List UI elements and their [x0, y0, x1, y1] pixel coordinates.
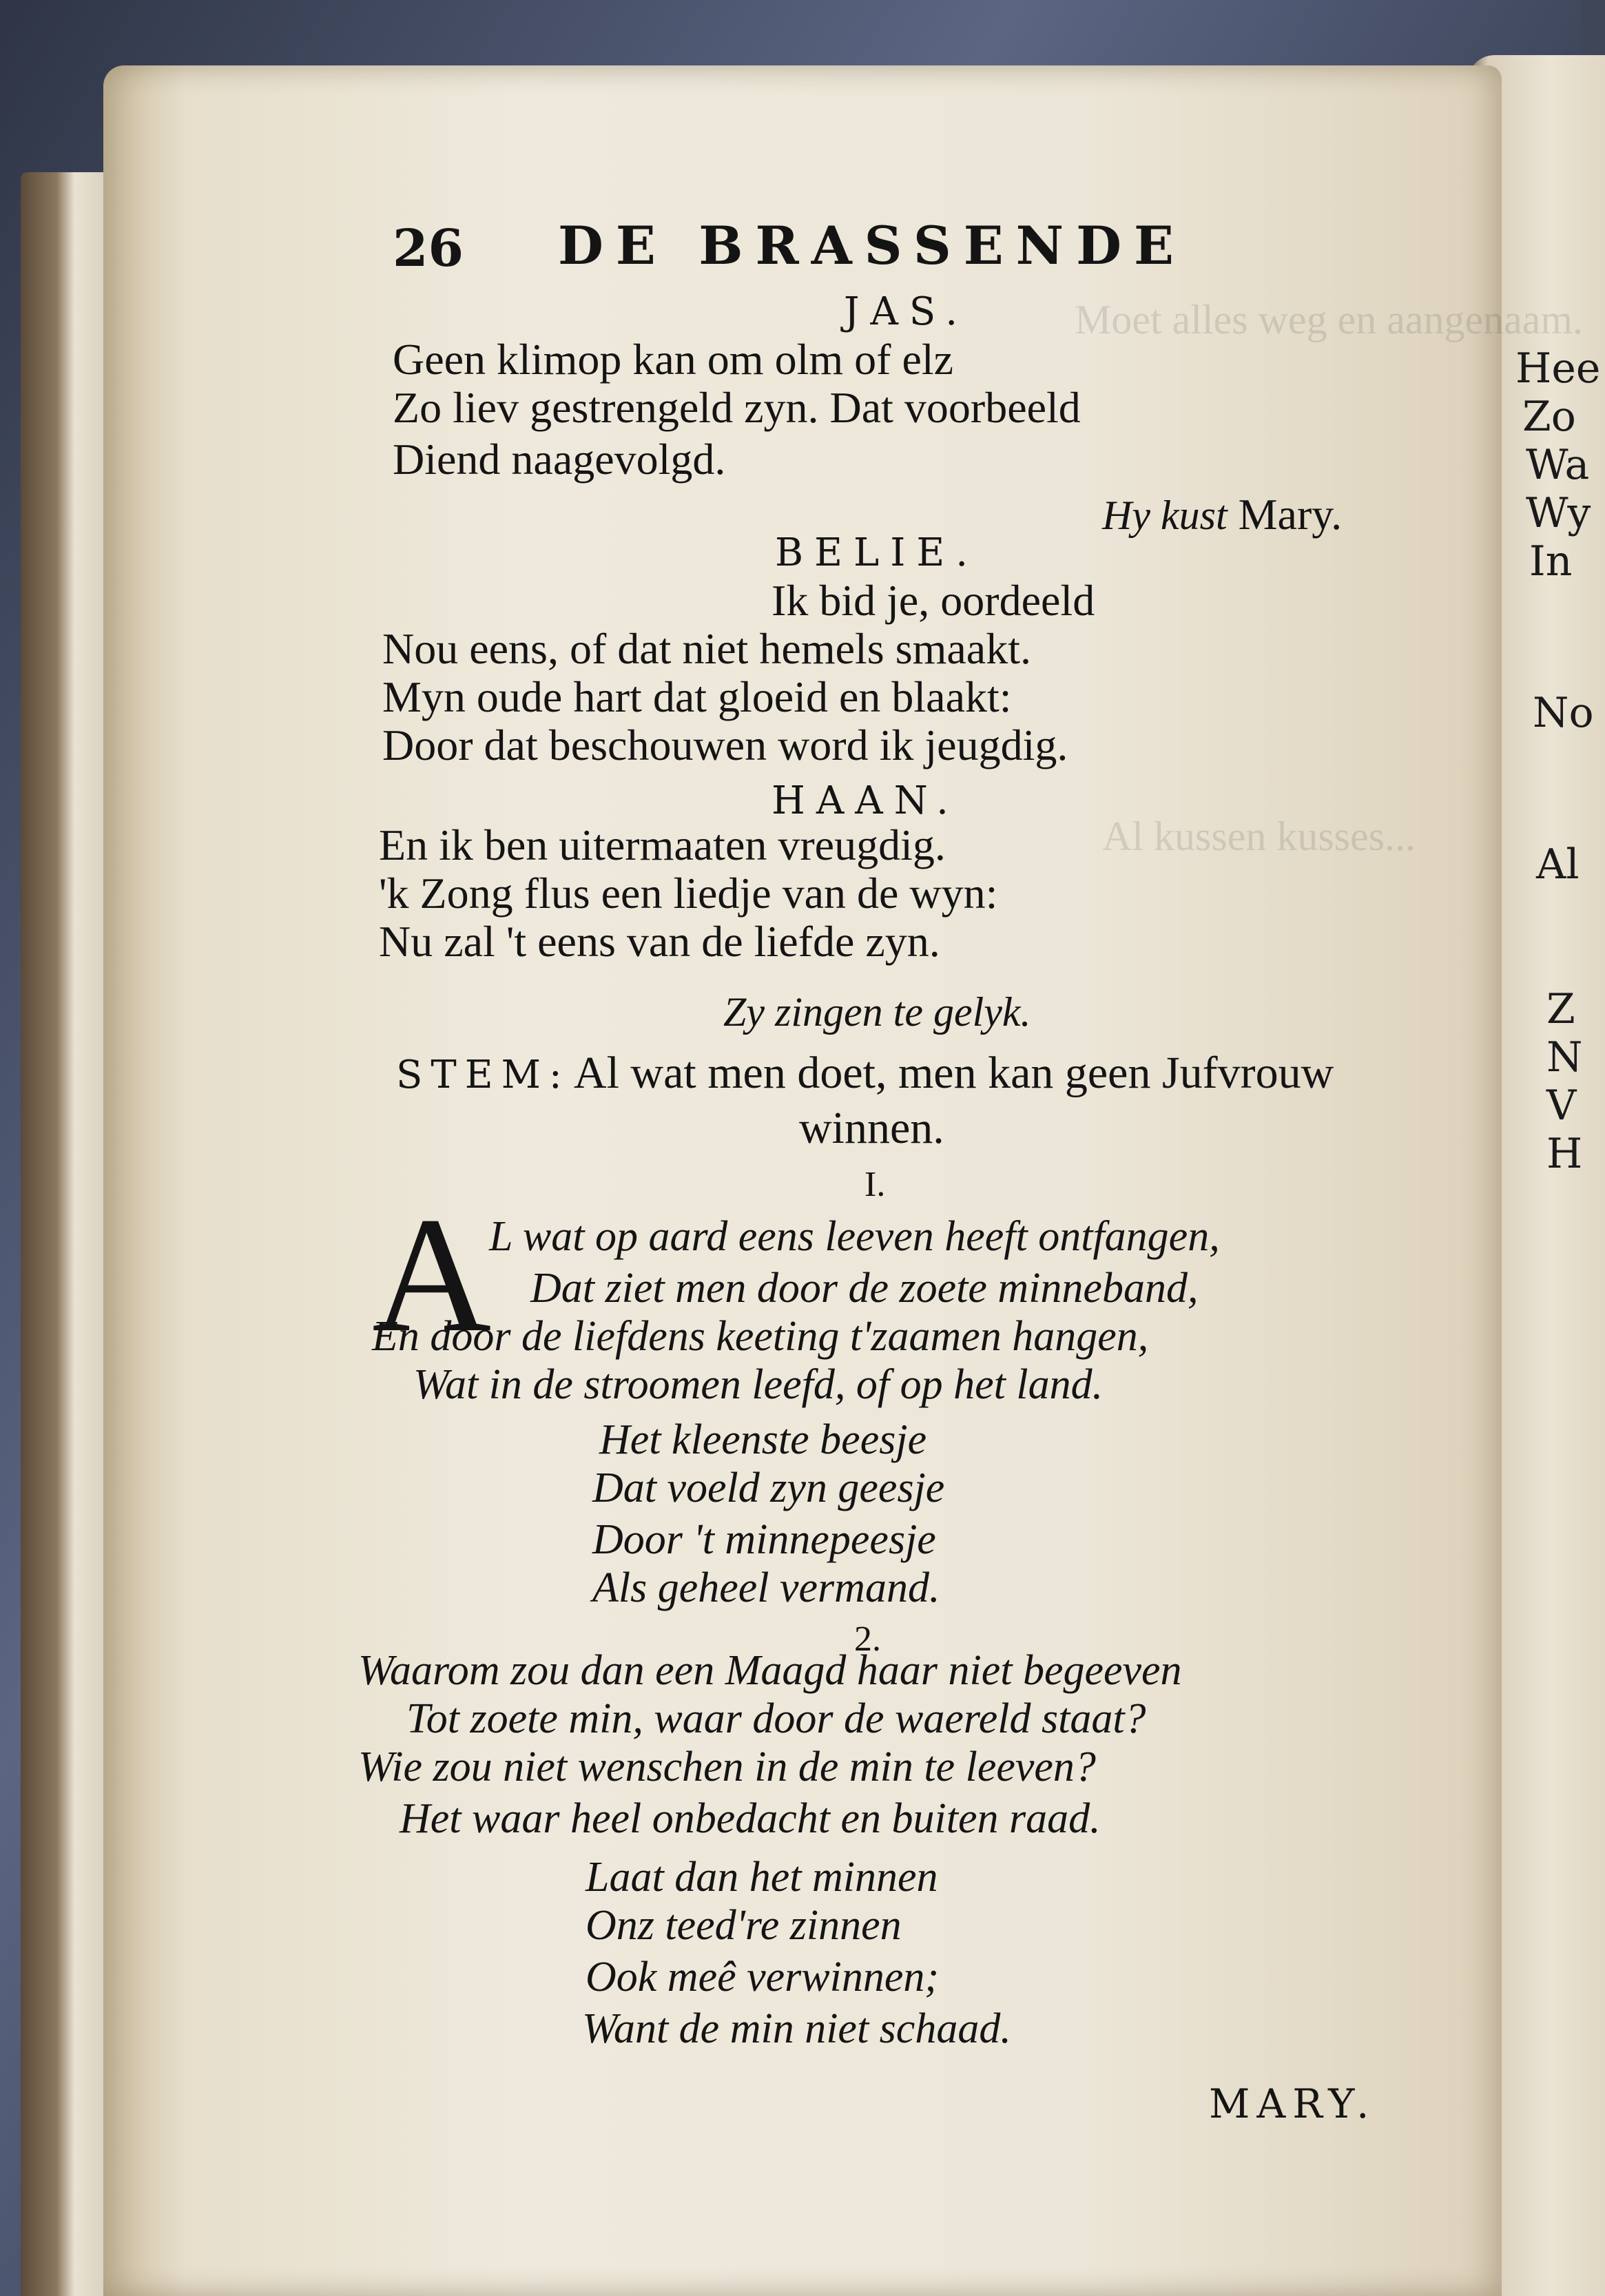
facing-fragment: Zo [1522, 393, 1576, 441]
tune-line: STEM: Al wat men doet, men kan geen Jufvrouw [396, 1048, 1334, 1098]
verse-line: Want de min niet schaad. [582, 2005, 1011, 2052]
dialogue-line: Nu zal 't eens van de liefde zyn. [379, 917, 940, 966]
facing-fragment: Al [1536, 840, 1580, 889]
facing-fragment: Z [1546, 985, 1575, 1033]
verse-line: Dat voeld zyn geesje [592, 1465, 945, 1511]
dialogue-line: Nou eens, of dat niet hemels smaakt. [382, 624, 1031, 673]
facing-fragment: H [1546, 1130, 1583, 1178]
stage-direction-together: Zy zingen te gelyk. [723, 989, 1031, 1035]
verse-line: Laat dan het minnen [586, 1854, 938, 1901]
dialogue-line: Geen klimop kan om olm of elz [393, 335, 954, 384]
running-title: DE BRASSENDE [558, 215, 1186, 276]
stage-direction: Hy kust Mary. [1102, 490, 1343, 539]
stanza-number: I. [864, 1165, 886, 1204]
verse-line: Het waar heel onbedacht en buiten raad. [400, 1795, 1101, 1842]
speaker-name: HAAN. [772, 778, 960, 823]
tune-line-continued: winnen. [799, 1103, 944, 1153]
drop-cap: A [372, 1183, 492, 1366]
verse-line: Wat in de stroomen leefd, of op het land. [413, 1361, 1104, 1408]
speaker-name: JAS. [844, 289, 969, 334]
dialogue-line: 'k Zong flus een liedje van de wyn: [379, 869, 998, 918]
verse-line: En door de liefdens keeting t'zaamen hangen, [372, 1313, 1149, 1360]
verse-line: Als geheel vermand. [592, 1564, 940, 1611]
facing-fragment: Wy [1526, 489, 1591, 537]
facing-fragment: No [1533, 689, 1594, 737]
verse-line: Onz teed're zinnen [586, 1902, 902, 1949]
dialogue-line: Myn oude hart dat gloeid en blaakt: [382, 672, 1012, 721]
catchword: MARY. [1209, 2080, 1376, 2127]
dialogue-line: Diend naagevolgd. [393, 435, 726, 484]
facing-fragment: V [1546, 1082, 1577, 1130]
facing-fragment: Wa [1526, 441, 1590, 489]
facing-fragment: Hee [1515, 344, 1601, 393]
page-number: 26 [393, 219, 464, 278]
facing-fragment: In [1529, 537, 1573, 586]
verse-line: Waarom zou dan een Maagd haar niet begeeven [358, 1647, 1182, 1694]
bleed-through: Moet alles weg en aangenaam. [1075, 297, 1584, 342]
verse-line: Dat ziet men door de zoete minneband, [530, 1265, 1199, 1312]
facing-fragment: N [1546, 1033, 1583, 1082]
bleed-through: Al kussen kusses... [1102, 814, 1416, 859]
verse-line: Wie zou niet wenschen in de min te leeven? [358, 1744, 1096, 1790]
verse-line: Ook meê verwinnen; [586, 1954, 940, 2000]
verse-line: L wat op aard eens leeven heeft ontfangen, [489, 1213, 1220, 1260]
verse-line: Tot zoete min, waar door de waereld staat? [406, 1695, 1146, 1742]
speaker-name: BELIE. [775, 530, 980, 575]
book-cover-edge [21, 172, 110, 2296]
dialogue-line: En ik ben uitermaaten vreugdig. [379, 820, 946, 869]
verse-line: Door 't minnepeesje [592, 1516, 936, 1563]
stanza-number: 2. [854, 1620, 881, 1659]
dialogue-line: Ik bid je, oordeeld [772, 576, 1095, 625]
verse-line: Het kleenste beesje [599, 1416, 927, 1463]
dialogue-line: Door dat beschouwen word ik jeugdig. [382, 721, 1068, 769]
dialogue-line: Zo liev gestrengeld zyn. Dat voorbeeld [393, 383, 1081, 432]
